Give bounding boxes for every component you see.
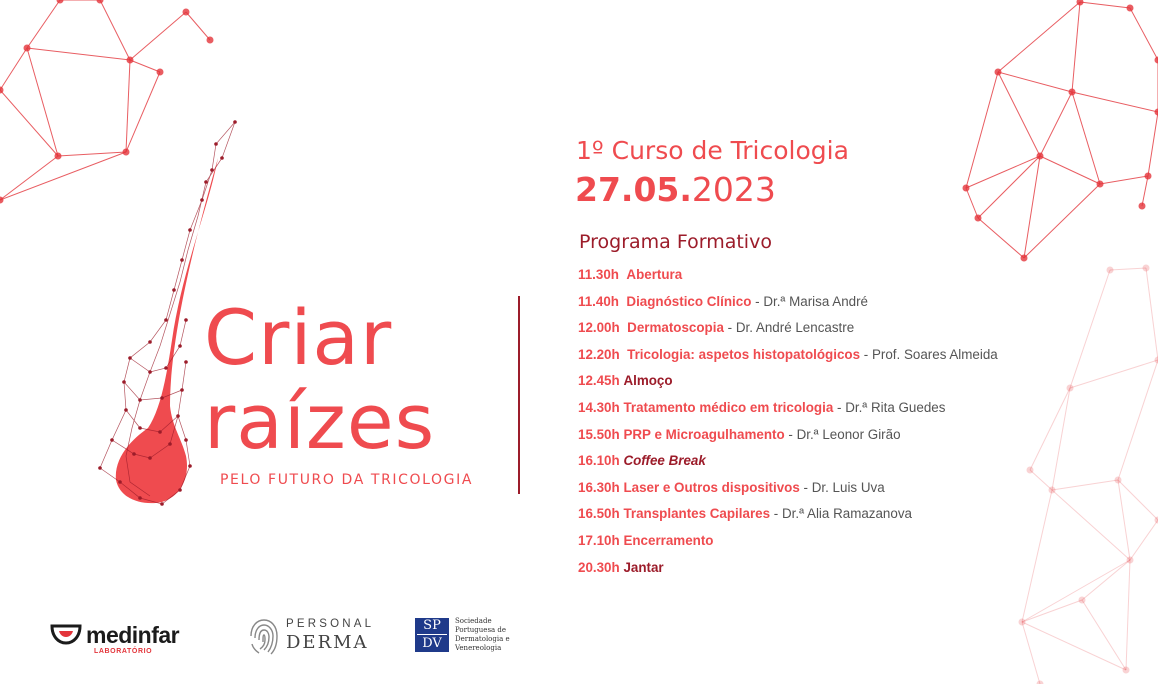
course-date-year: 2023 xyxy=(691,170,776,209)
spdv-name-line: Sociedade xyxy=(455,617,492,625)
network-edge xyxy=(978,218,1024,258)
network-node xyxy=(1139,203,1146,210)
schedule-item xyxy=(578,293,998,320)
network-edge xyxy=(27,48,58,156)
network-edge xyxy=(186,12,210,40)
personal-derma-bottom: DERMA xyxy=(286,632,369,653)
network-edge xyxy=(1082,560,1130,600)
network-node xyxy=(1127,5,1134,12)
schedule-speaker: - Dr. André Lencastre xyxy=(727,320,855,336)
schedule-time: 20.30h xyxy=(578,559,620,575)
personal-derma-top: PERSONAL xyxy=(286,618,375,630)
fingerprint-icon xyxy=(247,616,281,656)
schedule-time: 15.50h xyxy=(578,426,620,442)
network-node xyxy=(1155,357,1158,364)
network-edge xyxy=(1022,600,1082,622)
schedule-item xyxy=(578,372,998,399)
network-node xyxy=(1127,557,1134,564)
network-edge xyxy=(966,188,978,218)
schedule-session: Almoço xyxy=(623,373,673,389)
schedule-item xyxy=(578,505,998,532)
schedule-speaker: - Dr.ª Rita Guedes xyxy=(837,399,946,415)
schedule-time: 12.20h xyxy=(578,346,620,362)
schedule-session: Encerramento xyxy=(623,532,714,548)
network-node xyxy=(975,215,982,222)
network-edge xyxy=(998,72,1072,92)
brand-line-2: raízes xyxy=(204,377,436,466)
network-edge xyxy=(966,72,998,188)
schedule-item xyxy=(578,399,998,426)
network-edge xyxy=(1070,360,1158,388)
network-edge xyxy=(966,156,1040,188)
network-node xyxy=(1027,467,1034,474)
schedule-time: 11.30h xyxy=(578,267,619,282)
network-edge xyxy=(1118,480,1130,560)
network-edge xyxy=(1148,112,1158,176)
network-node xyxy=(1155,109,1158,116)
schedule-time: 11.40h xyxy=(578,293,619,309)
course-date xyxy=(575,170,776,209)
schedule-speaker: - Dr.ª Leonor Girão xyxy=(788,426,901,442)
schedule-session: Diagnóstico Clínico xyxy=(626,293,752,309)
network-edge xyxy=(0,90,58,156)
schedule-speaker: - Dr.ª Alia Ramazanova xyxy=(773,506,912,522)
network-edge xyxy=(998,2,1080,72)
brand-title xyxy=(204,293,436,466)
schedule-time: 16.10h xyxy=(578,453,620,469)
network-node xyxy=(1107,267,1114,274)
network-edge xyxy=(1052,480,1118,490)
schedule-item xyxy=(578,319,998,346)
spdv-name-line: Dermatologia e xyxy=(455,635,510,643)
schedule-session: Jantar xyxy=(623,559,664,575)
network-node xyxy=(1097,181,1104,188)
spdv-logo xyxy=(415,618,449,652)
vertical-divider xyxy=(518,296,520,494)
network-edge xyxy=(1118,360,1158,480)
network-edge xyxy=(1030,388,1070,470)
network-edge xyxy=(1110,268,1146,270)
spdv-name-line: Portuguesa de xyxy=(455,626,507,634)
network-node xyxy=(1067,385,1074,392)
schedule-item xyxy=(578,346,998,373)
schedule-time: 12.00h xyxy=(578,320,620,336)
network-node xyxy=(1115,477,1122,484)
schedule-speaker: - Prof. Soares Almeida xyxy=(863,346,998,362)
network-edge xyxy=(1142,176,1148,206)
schedule-session: Transplantes Capilares xyxy=(623,506,771,522)
network-edge xyxy=(100,0,130,60)
network-edge xyxy=(1100,176,1148,184)
network-edge xyxy=(130,12,186,60)
network-edge xyxy=(1052,490,1130,560)
network-node xyxy=(1021,255,1028,262)
network-edge xyxy=(1040,92,1072,156)
network-edge xyxy=(1024,156,1040,258)
network-edge xyxy=(130,60,160,72)
network-edge xyxy=(1118,480,1158,520)
schedule-session: PRP e Microagulhamento xyxy=(623,426,785,442)
network-edge xyxy=(1024,184,1100,258)
network-node xyxy=(995,69,1002,76)
schedule-session: Tratamento médico em tricologia xyxy=(623,399,834,415)
schedule-time: 12.45h xyxy=(578,373,620,389)
network-edge xyxy=(1030,470,1052,490)
spdv-logo-bottom: DV xyxy=(422,636,442,651)
schedule-item xyxy=(578,559,998,586)
network-node xyxy=(55,153,62,160)
network-node xyxy=(127,57,134,64)
network-edge xyxy=(1052,388,1070,490)
network-edge xyxy=(1146,268,1158,360)
schedule-session: Coffee Break xyxy=(623,453,706,469)
network-node xyxy=(1123,667,1130,674)
network-edge xyxy=(1080,2,1130,8)
network-node xyxy=(97,0,104,4)
schedule-session: Abertura xyxy=(626,267,683,282)
schedule-time: 14.30h xyxy=(578,399,620,415)
network-edge xyxy=(1072,92,1158,112)
network-edge xyxy=(998,72,1040,156)
network-node xyxy=(24,45,31,52)
network-node xyxy=(207,37,214,44)
schedule-item xyxy=(578,479,998,506)
network-edge xyxy=(1022,560,1130,622)
network-edge xyxy=(0,48,27,90)
network-edge xyxy=(27,0,60,48)
network-edge xyxy=(1022,490,1052,622)
network-node xyxy=(1019,619,1026,626)
network-edge xyxy=(1070,270,1110,388)
schedule-item xyxy=(578,266,998,293)
medinfar-name: medinfar xyxy=(86,622,180,648)
network-edge xyxy=(27,48,130,60)
network-edge xyxy=(1072,2,1080,92)
brand-tagline: PELO FUTURO DA TRICOLOGIA xyxy=(220,472,473,488)
network-node xyxy=(0,87,4,94)
network-node xyxy=(1069,89,1076,96)
medinfar-subtitle: LABORATÓRIO xyxy=(94,648,153,655)
schedule-session: Tricologia: aspetos histopatológicos xyxy=(627,346,861,362)
network-node xyxy=(1079,597,1086,604)
network-edge xyxy=(1126,560,1130,670)
network-node xyxy=(157,69,164,76)
hair-strand-shape xyxy=(116,158,218,503)
course-date-day: 27.05. xyxy=(575,170,692,209)
network-edge xyxy=(978,156,1040,218)
brand-line-1: Criar xyxy=(204,293,393,382)
schedule-speaker: - Dr.ª Marisa André xyxy=(755,293,868,309)
schedule-speaker: - Dr. Luis Uva xyxy=(803,479,885,495)
network-edge xyxy=(1072,92,1100,184)
network-node xyxy=(1037,681,1044,684)
spdv-name-line: Venereologia xyxy=(455,644,502,652)
network-node xyxy=(1037,153,1044,160)
network-node xyxy=(1145,173,1152,180)
network-node xyxy=(1049,487,1056,494)
schedule-item xyxy=(578,452,998,479)
spdv-logo-top: SP xyxy=(423,618,441,633)
schedule-time: 16.50h xyxy=(578,506,620,522)
network-node xyxy=(183,9,190,16)
medinfar-logo-icon xyxy=(50,622,82,646)
schedule-time: 17.10h xyxy=(578,532,620,548)
program-schedule xyxy=(578,266,998,585)
network-edge xyxy=(1130,8,1158,60)
schedule-item xyxy=(578,426,998,453)
network-edge xyxy=(1040,156,1100,184)
spdv-name xyxy=(455,617,510,653)
schedule-item xyxy=(578,532,998,559)
network-node xyxy=(1143,265,1150,272)
network-edge xyxy=(0,156,58,200)
schedule-time: 16.30h xyxy=(578,479,620,495)
schedule-session: Dermatoscopia xyxy=(627,320,724,336)
program-heading: Programa Formativo xyxy=(579,231,772,253)
course-title: 1º Curso de Tricologia xyxy=(576,136,849,165)
network-edge xyxy=(1022,622,1040,684)
network-edge xyxy=(1130,520,1158,560)
schedule-session: Laser e Outros dispositivos xyxy=(623,479,800,495)
network-node xyxy=(963,185,970,192)
network-node xyxy=(1155,57,1158,64)
